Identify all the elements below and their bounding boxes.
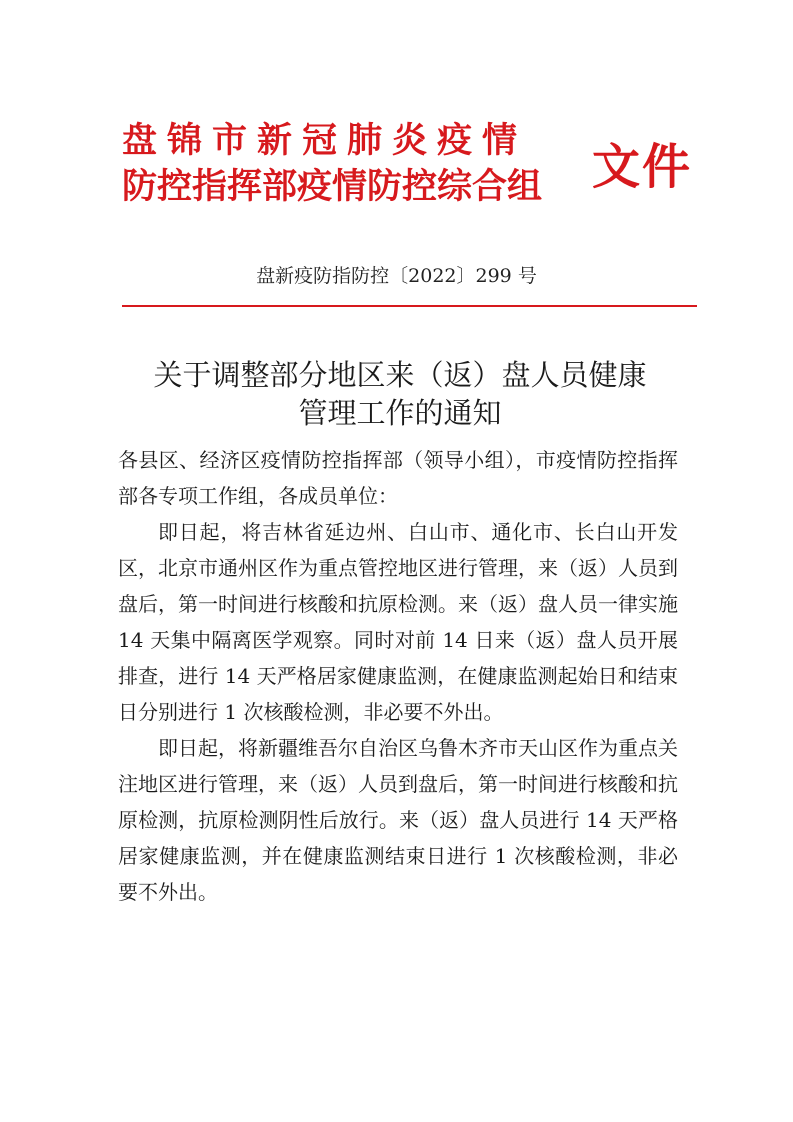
document-header (122, 118, 693, 218)
paragraph-2: 即日起，将新疆维吾尔自治区乌鲁木齐市天山区作为重点关注地区进行管理，来（返）人员到盘后，第一时间进行核酸和抗原检测，抗原检测阴性后放行。来（返）盘人员进行 14 天严格居家健康监测，并在健康监测结束日进行 1 次核酸检测，非必要不外出。 (118, 736, 678, 904)
issuer-line-1: 盘锦市新冠肺炎疫情 (122, 121, 528, 161)
title-line-2: 管理工作的通知 (298, 396, 502, 430)
title-line-1: 关于调整部分地区来（返）盘人员健康 (153, 358, 647, 392)
salutation: 各县区、经济区疫情防控指挥部（领导小组），市疫情防控指挥部各专项工作组，各成员单位： (118, 448, 678, 508)
red-divider-line (122, 305, 697, 307)
issuing-authority (122, 118, 592, 210)
document-title (100, 356, 700, 432)
document-body (118, 442, 678, 910)
paragraph-1: 即日起，将吉林省延边州、白山市、通化市、长白山开发区，北京市通州区作为重点管控地区进行管理，来（返）人员到盘后，第一时间进行核酸和抗原检测。来（返）盘人员一律实施 14 天集中隔离医学观察。同时对前 14 日来（返）盘人员开展排查，进行 14 天严格居家健康监测，在健康监测起始日和结束日分别进行 1 次核酸检测，非必要不外出。 (118, 520, 678, 724)
file-label: 文件 (592, 139, 693, 195)
issuer-line-2: 防控指挥部疫情防控综合组 (122, 167, 543, 207)
document-number: 盘新疫防指防控〔2022〕299 号 (256, 265, 537, 287)
